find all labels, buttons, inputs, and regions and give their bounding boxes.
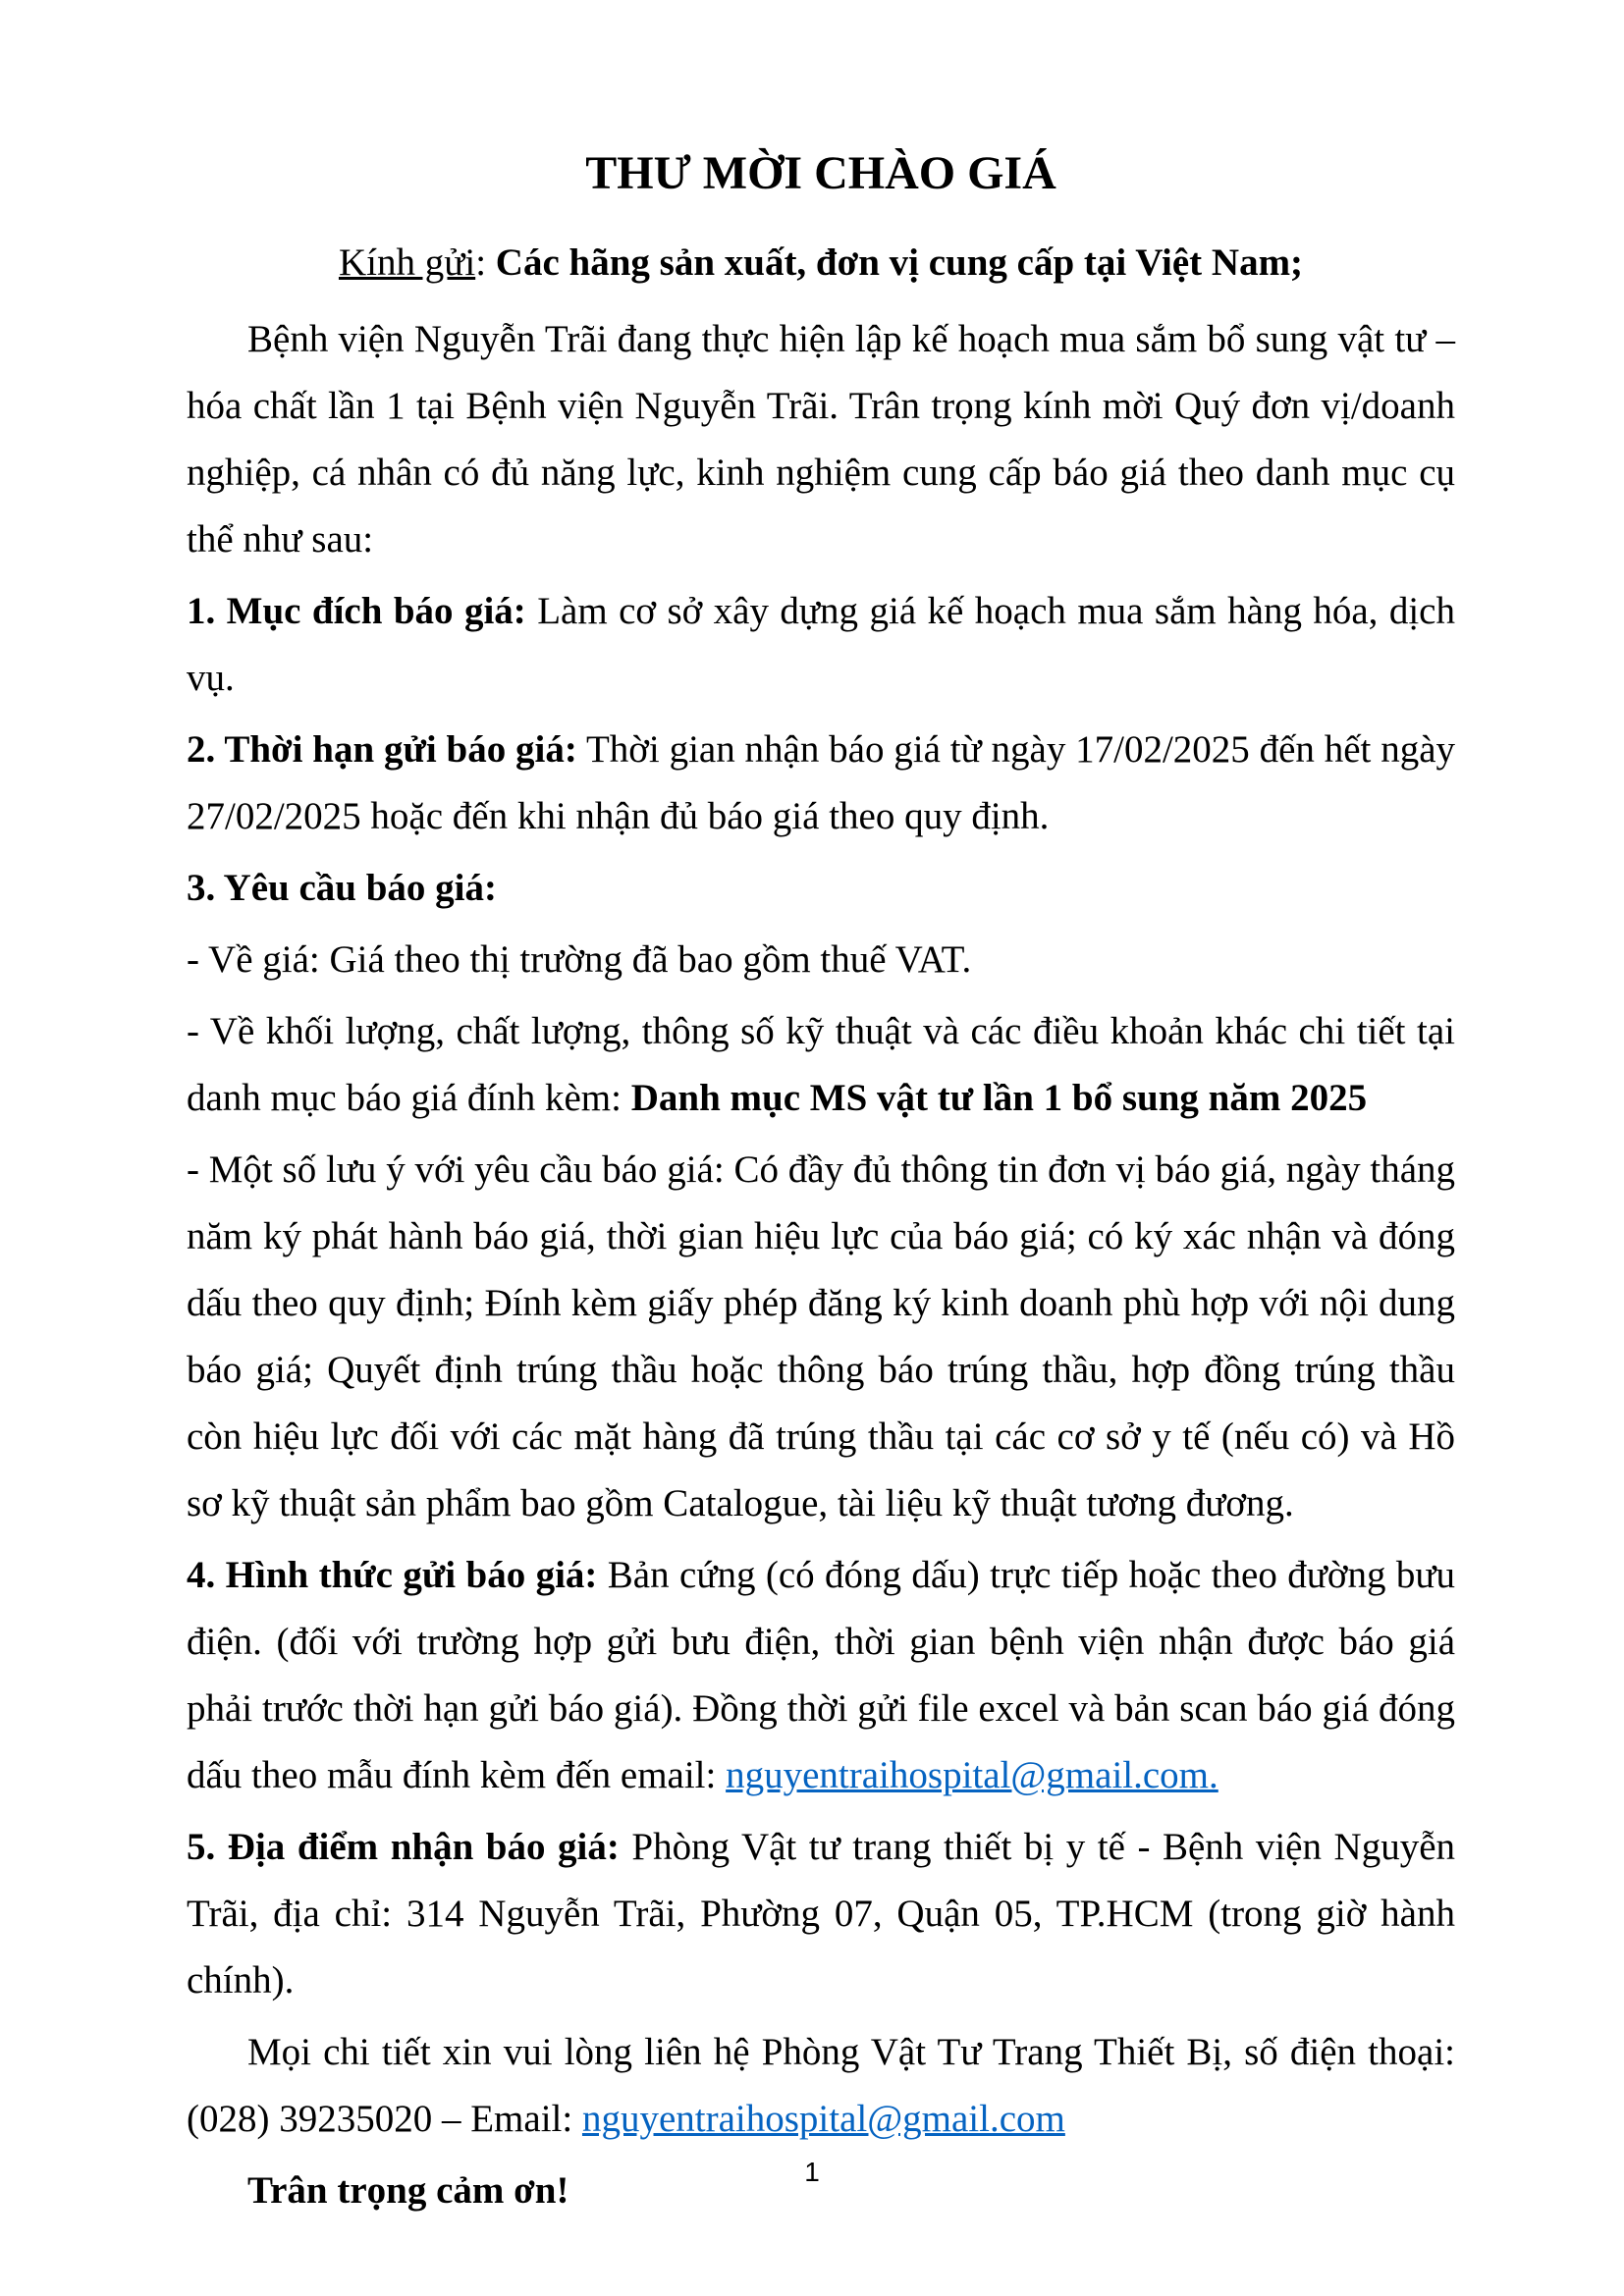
section-1-purpose [187, 578, 1455, 712]
bullet-notes: - Một số lưu ý với yêu cầu báo giá: Có đầy đủ thông tin đơn vị báo giá, ngày tháng năm ký phát hành báo giá, thời gian hiệu lực của báo giá; có ký xác nhận và đóng dấu theo quy định; Đính kèm giấy phép đăng ký kinh doanh phù hợp với nội dung báo giá; Quyết định trúng thầu hoặc thông báo trúng thầu, hợp đồng trúng thầu còn hiệu lực đối với các mặt hàng đã trúng thầu tại các cơ sở y tế (nếu có) và Hồ sơ kỹ thuật sản phẩm bao gồm Catalogue, tài liệu kỹ thuật tương đương. [187, 1148, 1455, 1524]
section-4-heading: 4. Hình thức gửi báo giá: [187, 1554, 598, 1596]
section-3-requirements [187, 855, 1455, 922]
section-5-body: Phòng Vật tư trang thiết bị y tế - Bệnh viện Nguyễn Trãi, địa chỉ: 314 Nguyễn Trãi, Phường 07, Quận 05, TP.HCM (trong giờ hành chính). [187, 1826, 1456, 2002]
bullet-specs-text: - Về khối lượng, chất lượng, thông số kỹ thuật và các điều khoản khác chi tiết tại danh mục báo giá đính kèm: [187, 1010, 1455, 1119]
bullet-specs-list-name: Danh mục MS vật tư lần 1 bổ sung năm 2025 [630, 1077, 1368, 1119]
closing-text: Trân trọng cảm ơn! [247, 2169, 569, 2212]
section-2-body: Thời gian nhận báo giá từ ngày 17/02/2025 đến hết ngày 27/02/2025 hoặc đến khi nhận đủ báo giá theo quy định. [187, 728, 1455, 837]
section-2-heading: 2. Thời hạn gửi báo giá: [187, 728, 577, 771]
section-4-body: Bản cứng (có đóng dấu) trực tiếp hoặc theo đường bưu điện. (đối với trường hợp gửi bưu điện, thời gian bệnh viện nhận được báo giá phải trước thời hạn gửi báo giá). Đồng thời gửi file excel và bản scan báo giá đóng dấu theo mẫu đính kèm đến email: [187, 1554, 1455, 1796]
salutation-separator: : [475, 241, 496, 284]
contact-email-link[interactable]: nguyentraihospital@gmail.com [581, 2098, 1065, 2140]
email-link[interactable]: nguyentraihospital@gmail.com. [726, 1754, 1218, 1796]
section-3-heading: 3. Yêu cầu báo giá: [187, 867, 497, 909]
contact-body: Mọi chi tiết xin vui lòng liên hệ Phòng Vật Tư Trang Thiết Bị, số điện thoại: (028) 39235020 – Email: [187, 2031, 1455, 2140]
intro-paragraph: Bệnh viện Nguyễn Trãi đang thực hiện lập kế hoạch mua sắm bổ sung vật tư – hóa chất lần 1 tại Bệnh viện Nguyễn Trãi. Trân trọng kính mời Quý đơn vị/doanh nghiệp, cá nhân có đủ năng lực, kinh nghiệm cung cấp báo giá theo danh mục cụ thể như sau: [187, 318, 1455, 561]
section-1-heading: 1. Mục đích báo giá: [187, 590, 526, 632]
section-2-deadline [187, 717, 1455, 850]
document-page [187, 145, 1455, 2229]
salutation-label: Kính gửi [338, 241, 476, 284]
salutation-recipient: Các hãng sản xuất, đơn vị cung cấp tại Việt Nam; [495, 241, 1304, 284]
page-number: 1 [804, 2157, 820, 2187]
section-5-location [187, 1814, 1455, 2014]
document-title: THƯ MỜI CHÀO GIÁ [585, 147, 1056, 199]
section-5-heading: 5. Địa điểm nhận báo giá: [187, 1826, 620, 1868]
contact-paragraph [187, 2019, 1455, 2153]
bullet-price: - Về giá: Giá theo thị trường đã bao gồm thuế VAT. [187, 938, 972, 981]
bullet-specs [187, 998, 1455, 1132]
section-4-delivery [187, 1542, 1455, 1809]
salutation-line [187, 230, 1455, 296]
section-1-body: Làm cơ sở xây dựng giá kế hoạch mua sắm hàng hóa, dịch vụ. [187, 590, 1455, 699]
